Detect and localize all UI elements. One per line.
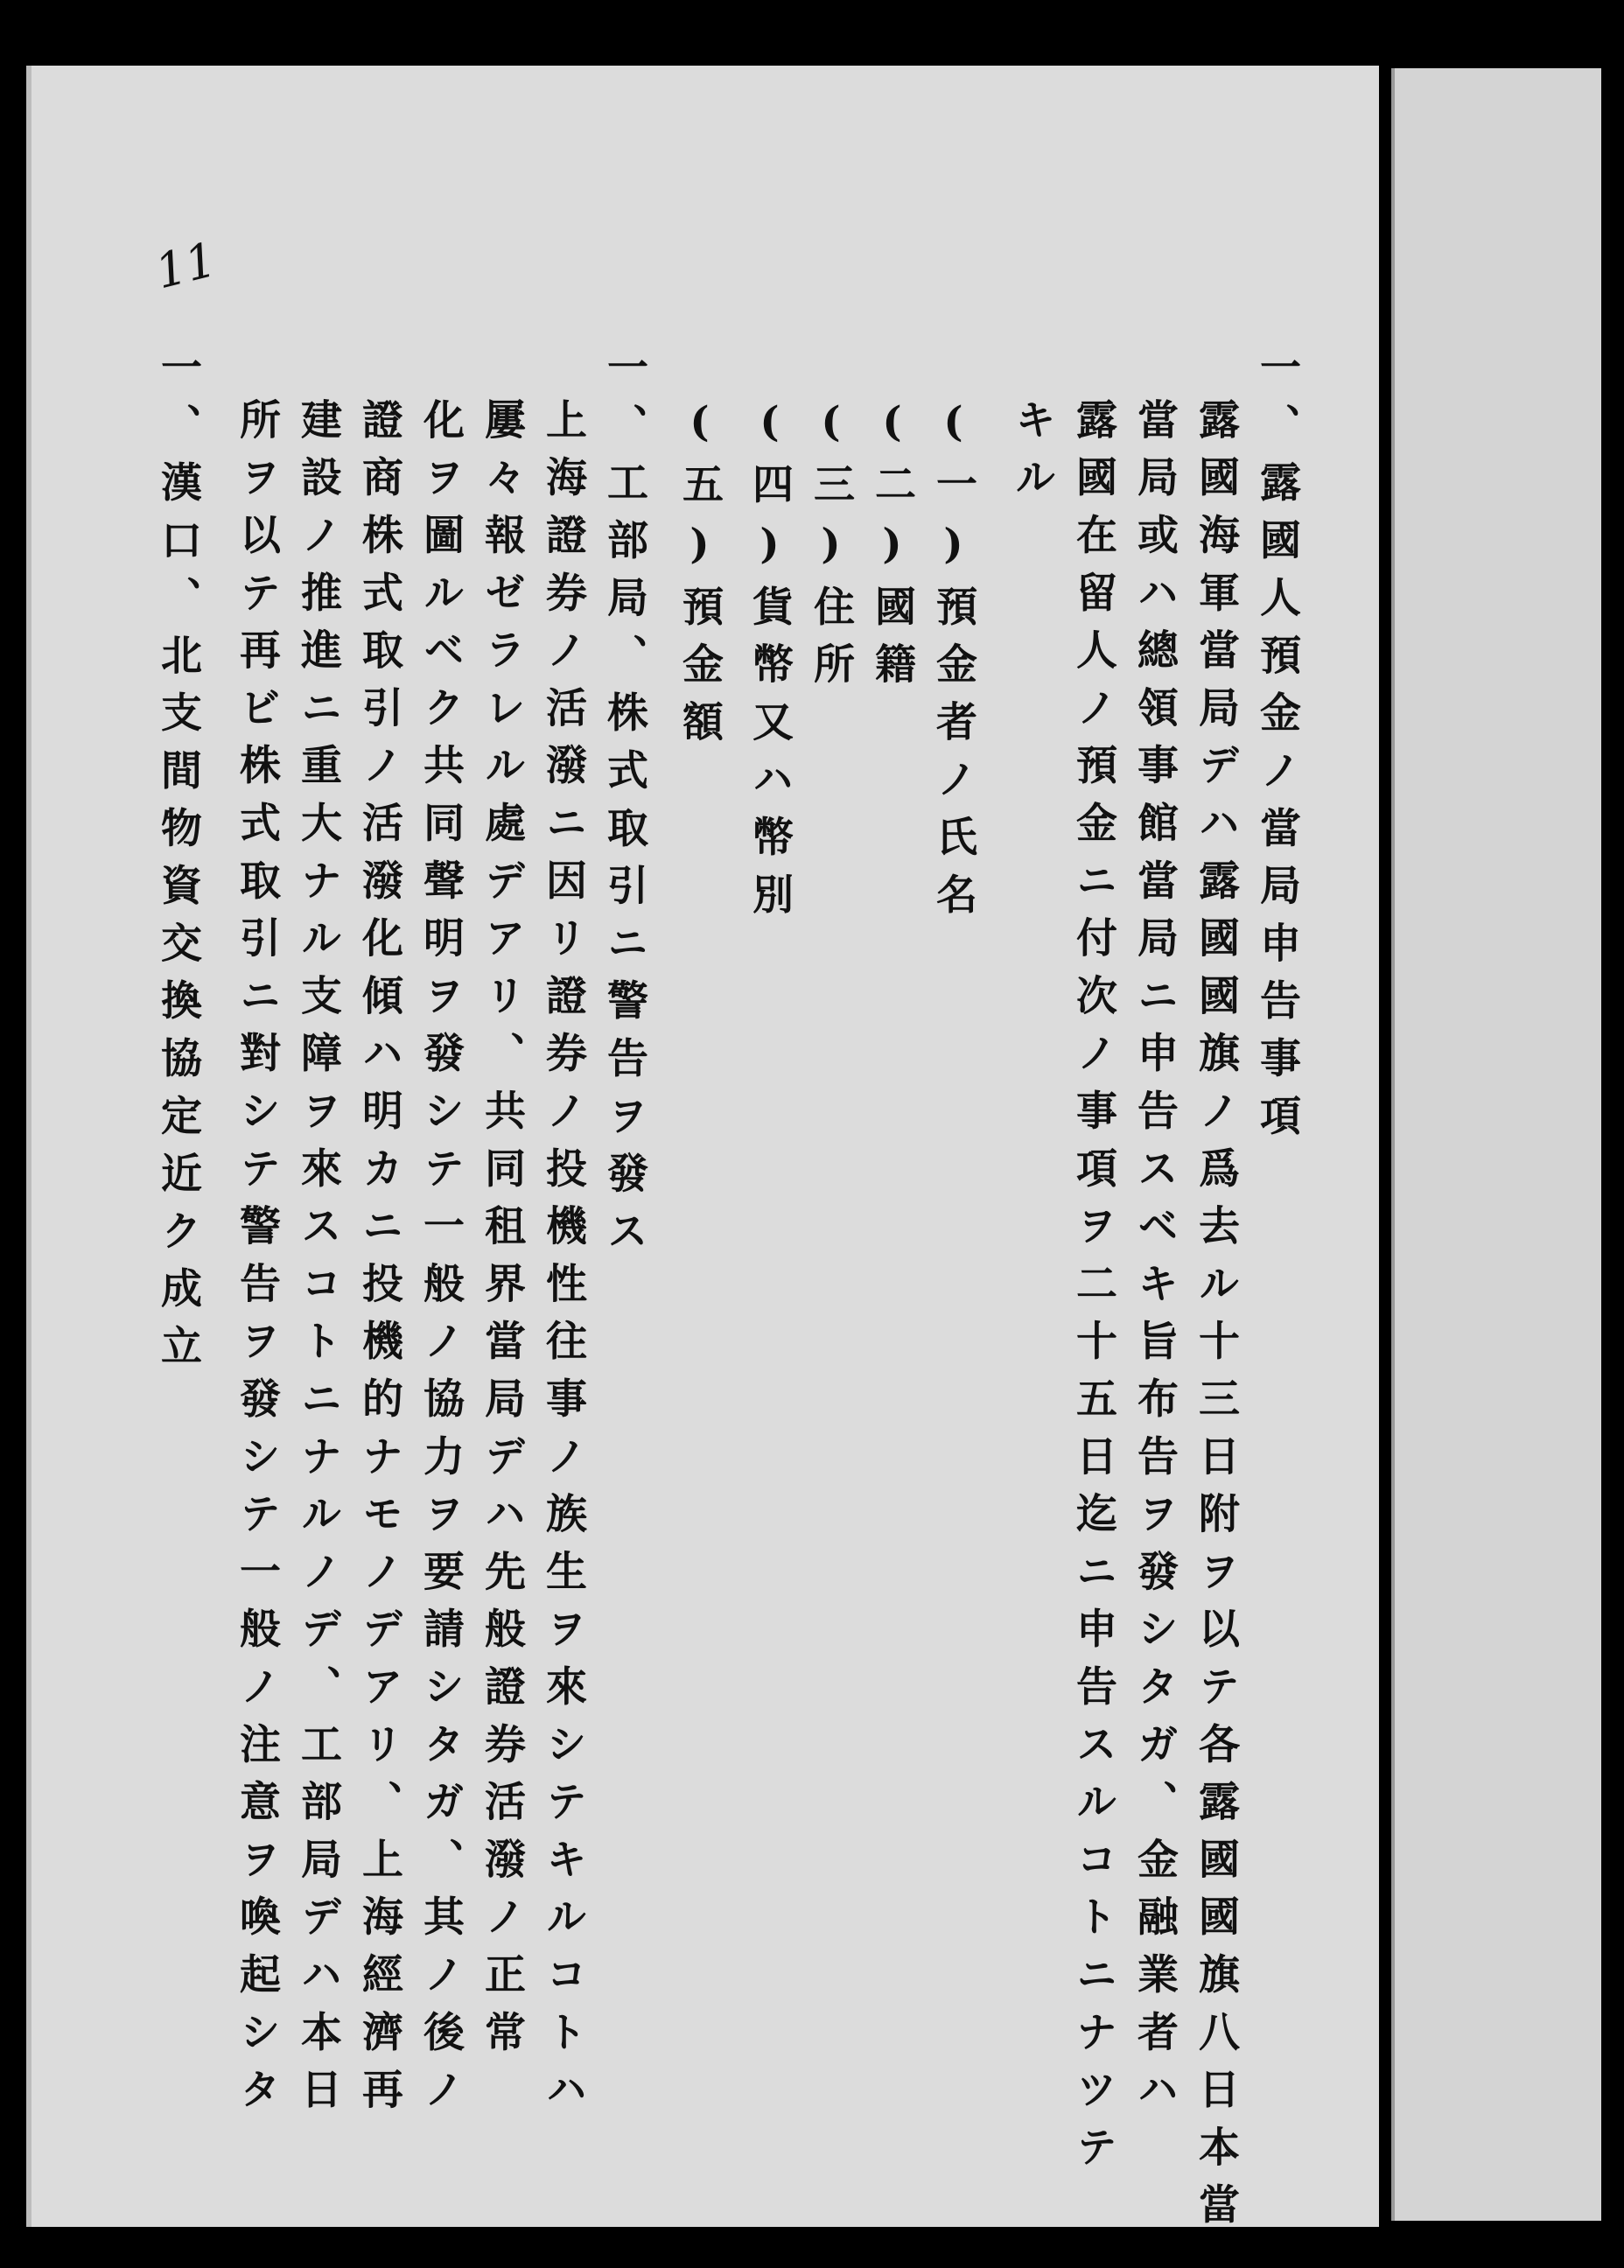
list-item: (三)住所 <box>807 398 855 700</box>
text-column: 上海證券ノ活潑ニ因リ證券ノ投機性往事ノ族生ヲ來シテキルコトハ <box>539 398 587 2125</box>
list-item: (五)預金額 <box>676 398 724 758</box>
heading-stock-warning: 一、工部局、株式取引ニ警告ヲ發ス <box>600 346 648 1267</box>
text-column: 當局或ハ總領事館當局ニ申告スベキ旨布告ヲ發シタガ、金融業者ハ <box>1130 398 1179 2125</box>
text-column: 化ヲ圖ルベク共同聲明ヲ發シテ一般ノ協力ヲ要請シタガ、其ノ後ノ <box>416 398 465 2125</box>
text-column: 屢々報ゼラレル處デアリ、共同租界當局デハ先般證券活潑ノ正常 <box>478 398 526 2068</box>
list-item: (一)預金者ノ氏名 <box>929 398 977 931</box>
text-column: 露國在留人ノ預金ニ付次ノ事項ヲ二十五日迄ニ申告スルコトニナツテ <box>1069 398 1117 2183</box>
heading-hankou-agreement: 一、漢口、北支間物資交換協定近ク成立 <box>154 346 202 1382</box>
heading-deposit-report: 一、露國人預金ノ當局申告事項 <box>1253 346 1301 1152</box>
list-item: (二)國籍 <box>868 398 916 700</box>
page-number: 11 <box>150 231 222 300</box>
text-column: キル <box>1008 398 1056 514</box>
text-column: 露國海軍當局デハ露國國旗ノ爲去ル十三日附ヲ以テ各露國國旗八日本當 <box>1192 398 1240 2241</box>
text-column: 建設ノ推進ニ重大ナル支障ヲ來スコトニナルノデ、工部局デハ本日 <box>294 398 342 2125</box>
list-item: (四)貨幣又ハ幣別 <box>746 398 794 931</box>
text-column: 證商株式取引ノ活潑化傾ハ明カニ投機的ナモノデアリ、上海經濟再 <box>355 398 403 2125</box>
adjacent-page-edge <box>1391 68 1601 2221</box>
text-column: 所ヲ以テ再ビ株式取引ニ對シテ警告ヲ發シテ一般ノ注意ヲ喚起シタ <box>233 398 281 2125</box>
